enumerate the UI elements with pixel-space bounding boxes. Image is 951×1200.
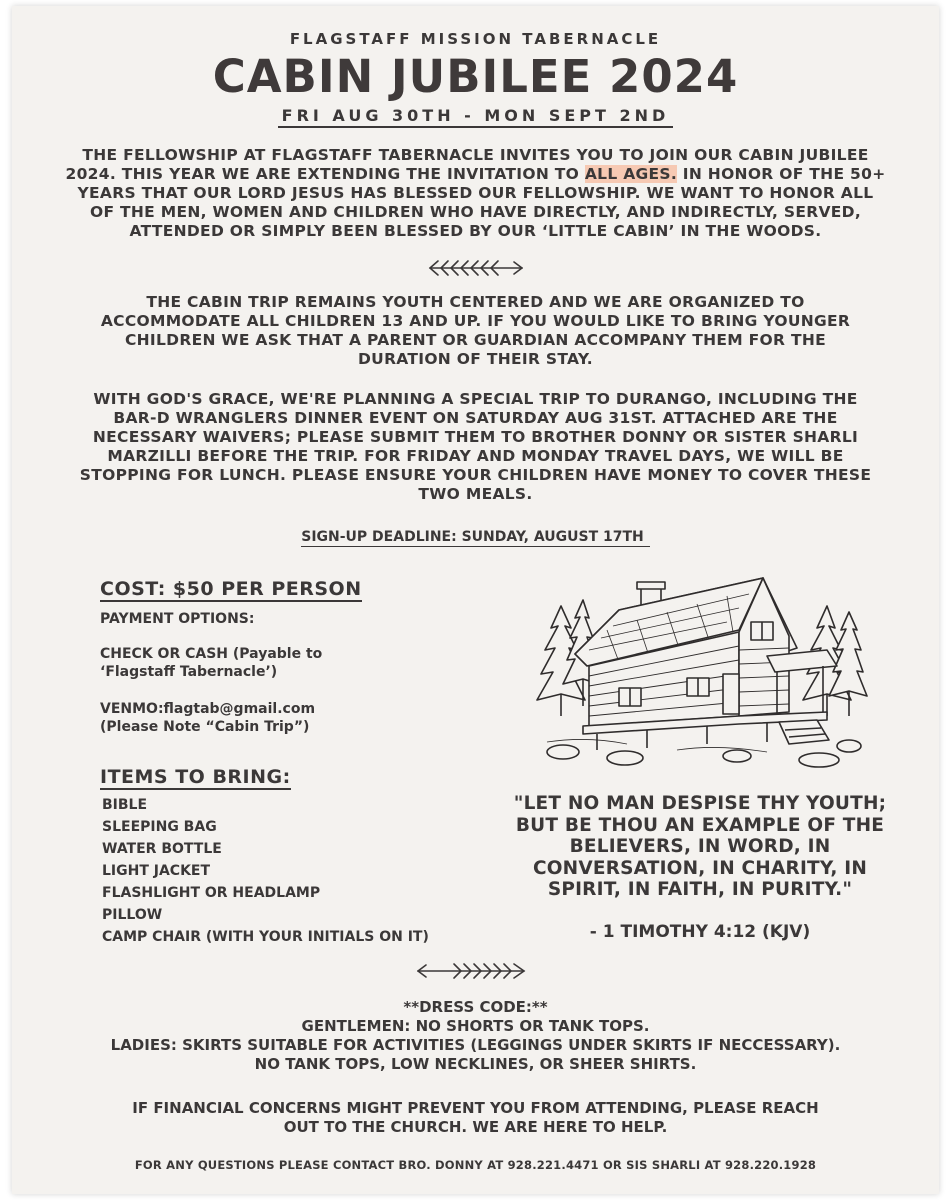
youth-paragraph: THE CABIN TRIP REMAINS YOUTH CENTERED AND WE ARE ORGANIZED TO ACCOMMODATE ALL CHILDREN 13 AND UP. IF YOU WOULD LIKE TO BRING YOUNGER CHILDREN WE ASK THAT A PARENT OR GUARDIAN ACCOMPANY THEM FOR THE DURATION OF THEIR STAY. bbox=[100, 293, 851, 368]
list-item: BIBLE bbox=[102, 797, 148, 813]
check-line-1: CHECK OR CASH (Payable to bbox=[100, 646, 323, 662]
intro-paragraph bbox=[64, 146, 887, 241]
intro-text-after: IN HONOR OF THE 50+ YEARS THAT OUR LORD JESUS HAS BLESSED OUR FELLOWSHIP. WE WANT TO HONOR ALL OF THE MEN, WOMEN AND CHILDREN WHO HAVE DIRECTLY, AND INDIRECTLY, SERVED, ATTENDED OR SIMPLY BEEN BLESSED BY OUR ‘LITTLE CABIN’ IN THE WOODS. bbox=[77, 165, 886, 240]
flyer-page bbox=[12, 6, 939, 1194]
dress-code-title: **DRESS CODE:** bbox=[403, 998, 548, 1016]
financial-help-note bbox=[12, 1099, 939, 1137]
cost-heading bbox=[100, 578, 362, 600]
list-item: FLASHLIGHT OR HEADLAMP bbox=[102, 885, 321, 901]
list-item: PILLOW bbox=[102, 907, 163, 923]
list-item: SLEEPING BAG bbox=[102, 819, 217, 835]
cost-heading-text: COST: $50 PER PERSON bbox=[100, 578, 362, 600]
signup-deadline-text: SIGN-UP DEADLINE: SUNDAY, AUGUST 17TH bbox=[301, 529, 650, 547]
event-title: CABIN JUBILEE 2024 bbox=[212, 50, 739, 103]
list-item: CAMP CHAIR (WITH YOUR INITIALS ON IT) bbox=[102, 929, 429, 945]
dress-code-ladies-2: NO TANK TOPS, LOW NECKLINES, OR SHEER SHIRTS. bbox=[254, 1055, 697, 1073]
list-item: WATER BOTTLE bbox=[102, 841, 222, 857]
venmo-line-1: VENMO:flagtab@gmail.com bbox=[100, 701, 316, 717]
durango-paragraph: WITH GOD'S GRACE, WE'RE PLANNING A SPECIAL TRIP TO DURANGO, INCLUDING THE BAR-D WRANGLERS DINNER EVENT ON SATURDAY AUG 31ST. ATTACHED ARE THE NECESSARY WAIVERS; PLEASE SUBMIT THEM TO BROTHER DONNY OR SISTER SHARLI MARZILLI BEFORE THE TRIP. FOR FRIDAY AND MONDAY TRAVEL DAYS, WE WILL BE STOPPING FOR LUNCH. PLEASE ENSURE YOUR CHILDREN HAVE MONEY TO COVER THESE TWO MEALS. bbox=[79, 390, 872, 503]
check-cash-option bbox=[100, 645, 420, 681]
items-heading bbox=[100, 766, 291, 788]
organization-name: FLAGSTAFF MISSION TABERNACLE bbox=[289, 30, 662, 48]
list-item: LIGHT JACKET bbox=[102, 863, 211, 879]
venmo-option bbox=[100, 700, 420, 736]
dress-code-gentlemen: GENTLEMEN: NO SHORTS OR TANK TOPS. bbox=[301, 1017, 650, 1035]
log-cabin-illustration bbox=[527, 566, 872, 771]
items-list bbox=[102, 794, 429, 948]
scripture-quote: "LET NO MAN DESPISE THY YOUTH; BUT BE THOU AN EXAMPLE OF THE BELIEVERS, IN WORD, IN CONVERSATION, IN CHARITY, IN SPIRIT, IN FAITH, IN PURITY." bbox=[513, 793, 887, 900]
payment-options-label: PAYMENT OPTIONS: bbox=[100, 611, 255, 627]
financial-line-1: IF FINANCIAL CONCERNS MIGHT PREVENT YOU FROM ATTENDING, PLEASE REACH bbox=[132, 1099, 819, 1117]
check-line-2: ‘Flagstaff Tabernacle’) bbox=[100, 664, 278, 680]
all-ages-highlight: ALL AGES. bbox=[584, 165, 678, 183]
dress-code-ladies: LADIES: SKIRTS SUITABLE FOR ACTIVITIES (LEGGINGS UNDER SKIRTS IF NECCESSARY). bbox=[110, 1036, 841, 1054]
scripture-reference: - 1 TIMOTHY 4:12 (KJV) bbox=[589, 922, 811, 942]
left-feather-arrow-icon bbox=[426, 258, 526, 278]
financial-line-2: OUT TO THE CHURCH. WE ARE HERE TO HELP. bbox=[283, 1118, 668, 1136]
items-heading-text: ITEMS TO BRING: bbox=[100, 766, 291, 788]
signup-deadline bbox=[12, 529, 939, 545]
contact-info: FOR ANY QUESTIONS PLEASE CONTACT BRO. DONNY AT 928.221.4471 OR SIS SHARLI AT 928.220.1928 bbox=[134, 1158, 817, 1172]
event-dates-text: FRI AUG 30TH - MON SEPT 2ND bbox=[278, 106, 674, 128]
dress-code-section bbox=[12, 998, 939, 1074]
event-dates bbox=[12, 106, 939, 125]
intro-text-before: THE FELLOWSHIP AT FLAGSTAFF TABERNACLE INVITES YOU TO JOIN OUR CABIN JUBILEE 2024. THIS YEAR WE ARE EXTENDING THE INVITATION TO bbox=[65, 146, 869, 183]
venmo-line-2: (Please Note “Cabin Trip”) bbox=[100, 719, 310, 735]
right-feather-arrow-icon bbox=[414, 961, 528, 981]
